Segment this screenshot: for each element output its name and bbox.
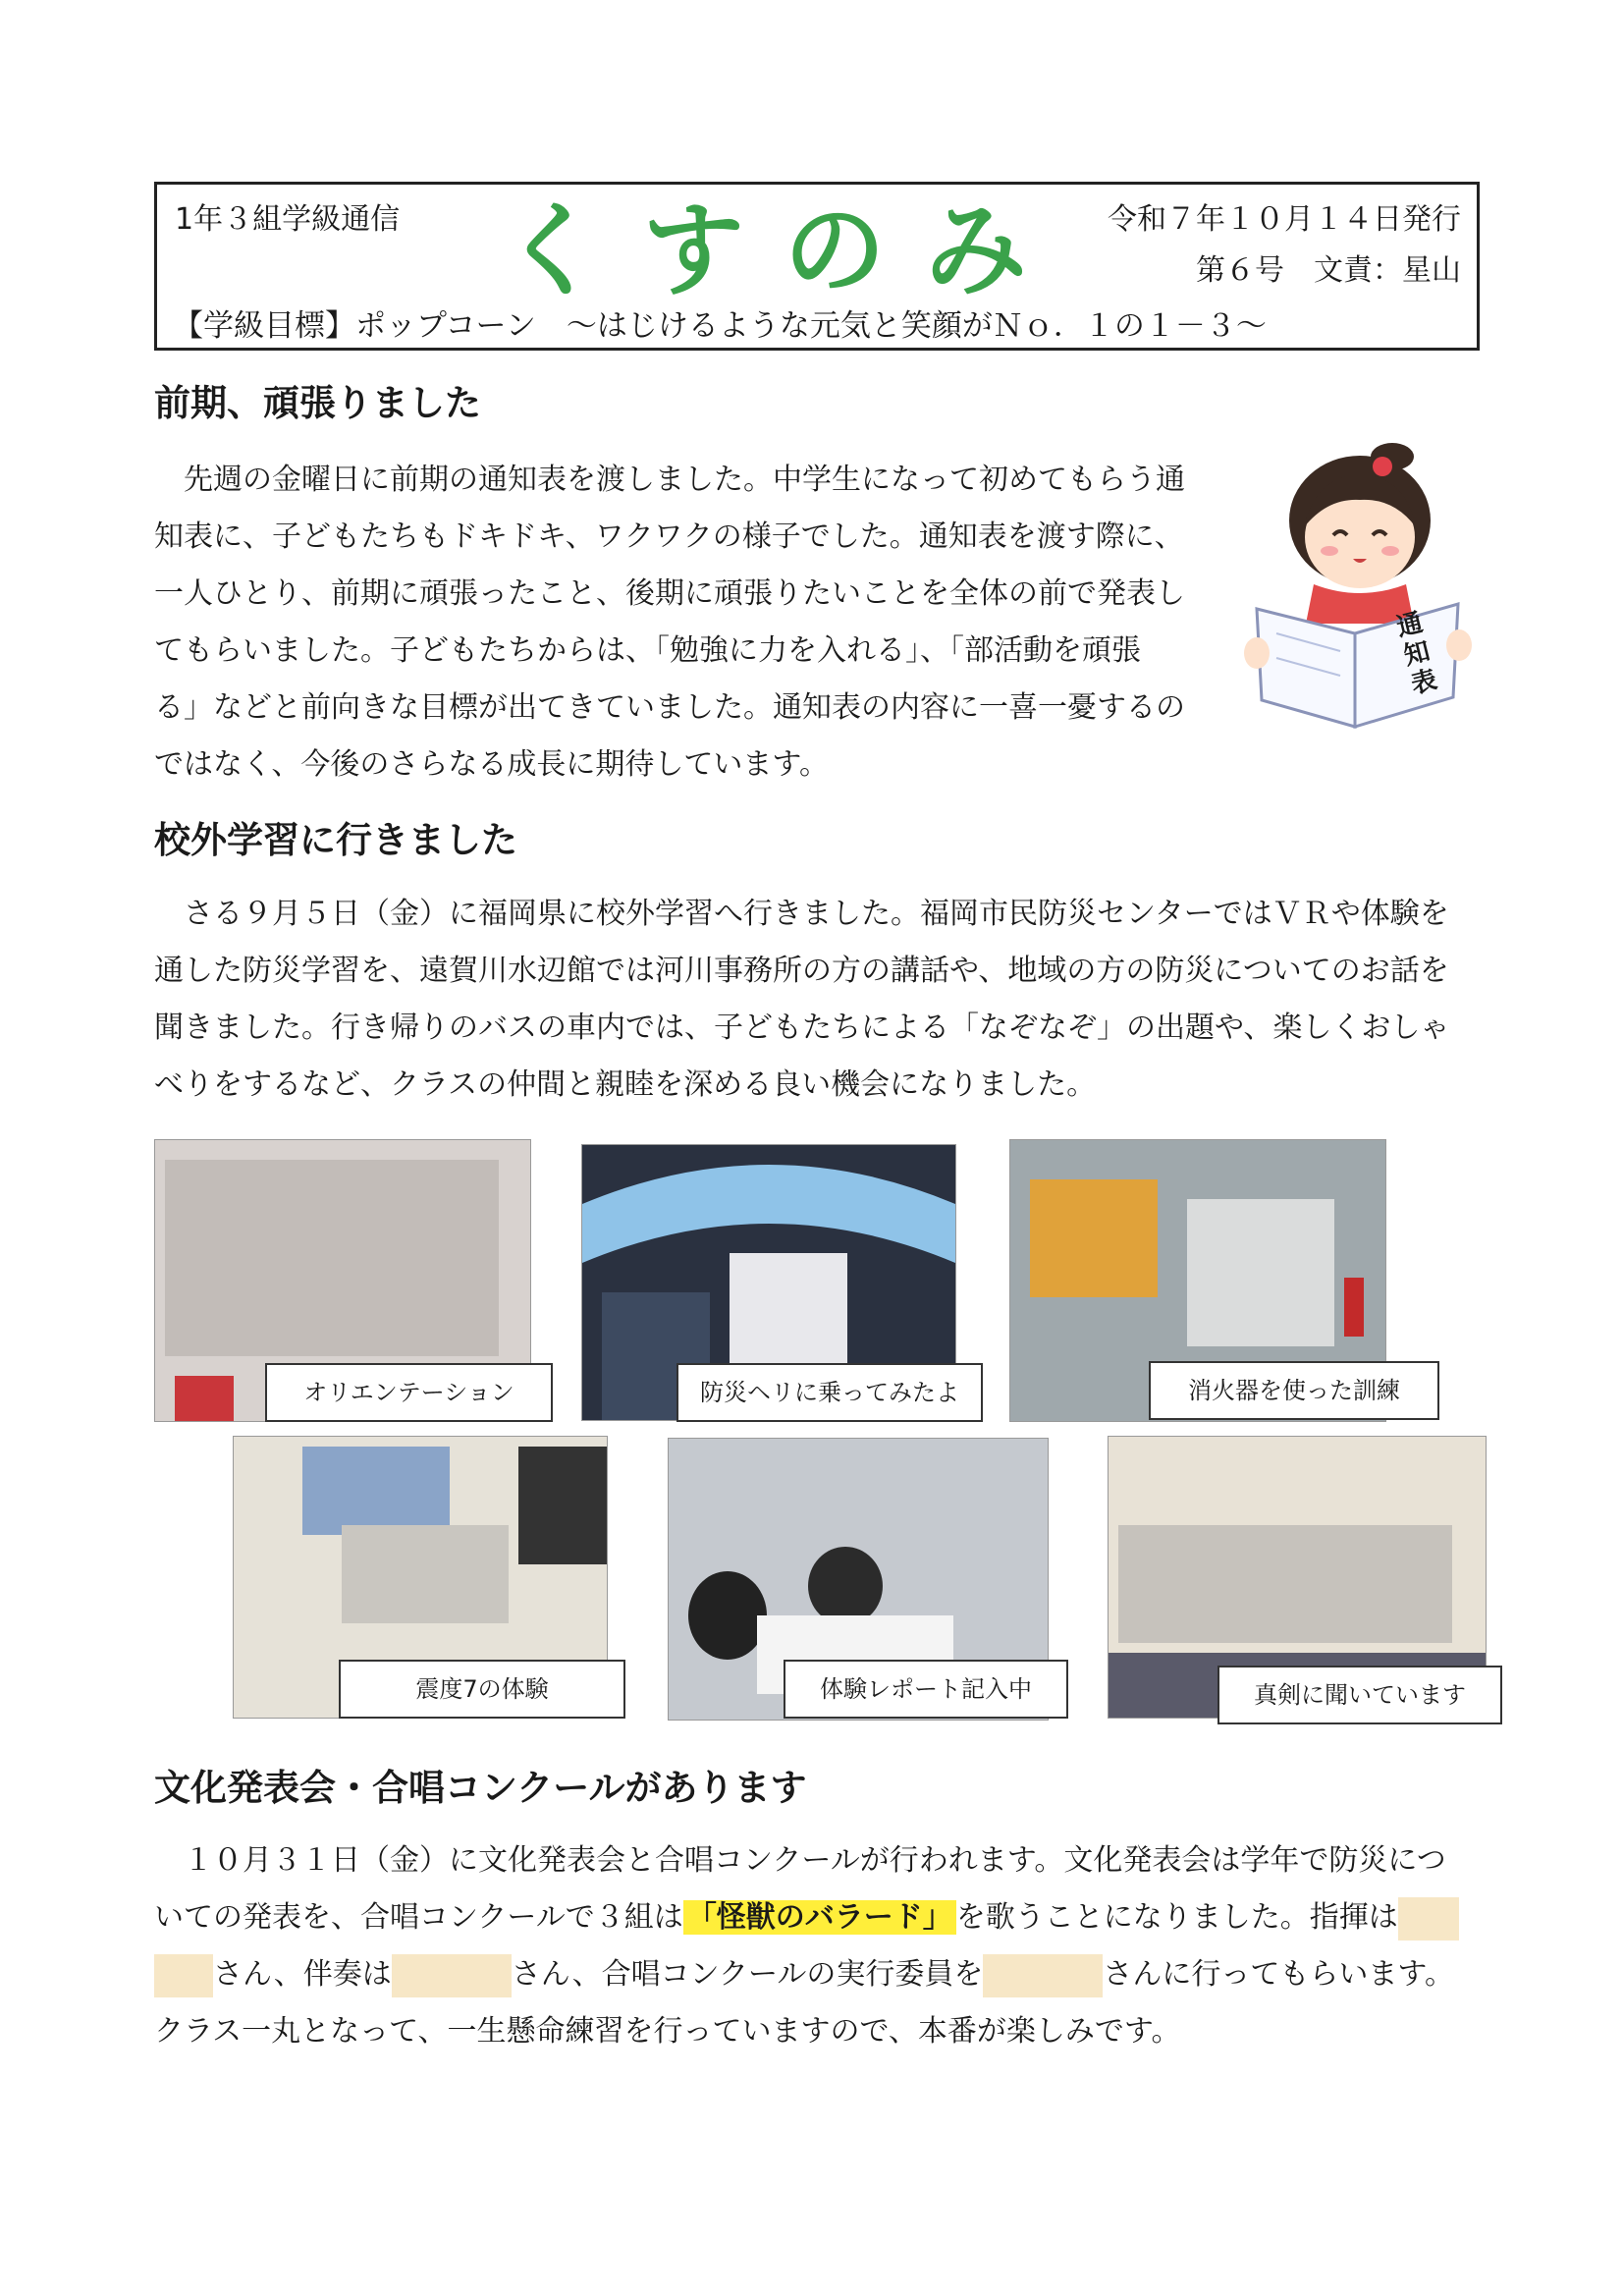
redacted-name (392, 1954, 512, 1997)
photo-caption: 震度7の体験 (339, 1660, 625, 1719)
section-heading-term-review: 前期、頑張りました (154, 382, 481, 424)
line-text: いての発表を、合唱コンクールで３組は (154, 1900, 683, 1935)
photo-caption: オリエンテーション (265, 1363, 553, 1422)
paragraph-line: さる９月５日（金）に福岡県に校外学習へ行きました。福岡市民防災センターではＶＲや体験を (154, 897, 1449, 931)
section-body-culture-festival (154, 1832, 1459, 2060)
paragraph-line: 聞きました。行き帰りのバスの車内では、子どもたちによる「なぞなぞ」の出題や、楽しくおしゃ (154, 1011, 1450, 1045)
line-text: さん、合唱コンクールの実行委員を (511, 1957, 984, 1992)
line-text: さんに行ってもらいます。 (1103, 1957, 1455, 1992)
paragraph-line: てもらいました。子どもたちからは、「勉強に力を入れる」、「部活動を頑張 (154, 633, 1141, 668)
newsletter-header (154, 182, 1480, 351)
report-card-label: 通知表 (1393, 608, 1440, 700)
paragraph-line (154, 1889, 1459, 1946)
line-text: さん、伴奏は (213, 1957, 392, 1992)
paragraph-line: 知表に、子どもたちもドキドキ、ワクワクの様子でした。通知表を渡す際に、 (154, 519, 1184, 554)
song-title-highlight: 「怪獣のバラード」 (683, 1900, 956, 1935)
photo-caption: 真剣に聞いています (1217, 1666, 1502, 1724)
issue-number: 第６号 文責：星山 (1196, 253, 1461, 288)
paragraph-line: る」などと前向きな目標が出てきていました。通知表の内容に一喜一憂するの (154, 690, 1185, 725)
newsletter-title: くすのみ (501, 191, 1067, 310)
paragraph-line (154, 1946, 1459, 2003)
photo-caption: 体験レポート記入中 (784, 1660, 1068, 1719)
girl-reading-report-card-illustration (1237, 437, 1473, 732)
section-heading-culture-festival: 文化発表会・合唱コンクールがあります (154, 1767, 807, 1809)
paragraph-line: 一人ひとり、前期に頑張ったこと、後期に頑張りたいことを全体の前で発表し (154, 576, 1185, 611)
paragraph-line: べりをするなど、クラスの仲間と親睦を深める良い機会になりました。 (154, 1067, 1097, 1102)
class-name: 1年３組学級通信 (175, 202, 401, 237)
redacted-name (1398, 1897, 1459, 1941)
photo-caption: 消火器を使った訓練 (1149, 1361, 1439, 1420)
photo-caption: 防災ヘリに乗ってみたよ (676, 1363, 983, 1422)
paragraph-line: ではなく、今後のさらなる成長に期待しています。 (154, 747, 829, 782)
section-body-term-review (154, 452, 1185, 793)
section-body-field-trip (154, 886, 1449, 1114)
class-goal: 【学級目標】ポップコーン ～はじけるような元気と笑顔がＮｏ．１の１－３～ (173, 308, 1267, 344)
redacted-name (154, 1954, 213, 1997)
section-heading-field-trip: 校外学習に行きました (154, 819, 517, 861)
issue-date: 令和７年１０月１４日発行 (1108, 202, 1461, 237)
redacted-name (983, 1954, 1103, 1997)
paragraph-line: 先週の金曜日に前期の通知表を渡しました。中学生になって初めてもらう通 (154, 463, 1185, 497)
line-text: を歌うことになりました。指揮は (955, 1900, 1398, 1935)
paragraph-line: 通した防災学習を、遠賀川水辺館では河川事務所の方の講話や、地域の方の防災についてのお話を (154, 954, 1449, 988)
paragraph-line: １０月３１日（金）に文化発表会と合唱コンクールが行われます。文化発表会は学年で防災につ (154, 1843, 1446, 1878)
paragraph-line: クラス一丸となって、一生懸命練習を行っていますので、本番が楽しみです。 (154, 2014, 1181, 2049)
